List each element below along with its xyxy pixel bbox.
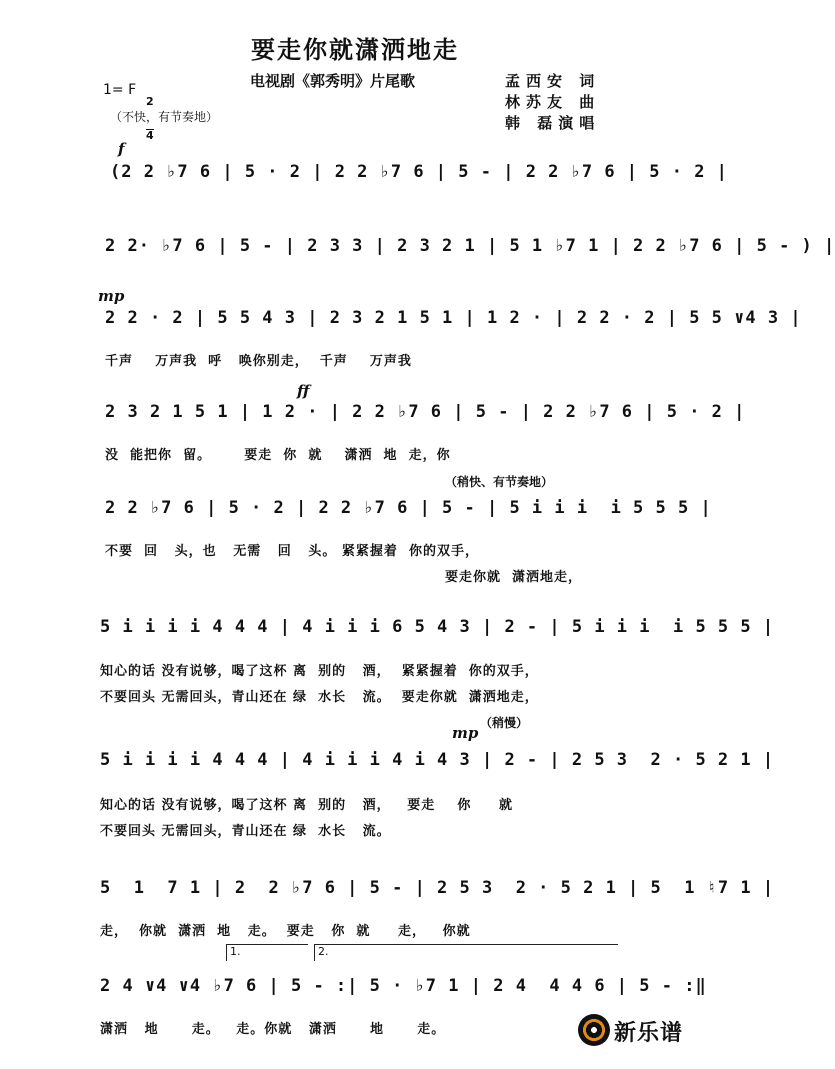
notation-line-4: 2 3 2 1 5 1 | 1 2 · | 2 2 ♭7 6 | 5 - | 2 2 ♭7 6 | 5 · 2 | bbox=[105, 402, 746, 422]
lyric-line-4: 没 能把你 留。 要走 你 就 潇洒 地 走，你 bbox=[105, 448, 451, 463]
dynamic-marking: mp bbox=[452, 724, 479, 742]
notation-line-2: 2 2· ♭7 6 | 5 - | 2 3 3 | 2 3 2 1 | 5 1 ♭7 1 | 2 2 ♭7 6 | 5 - ) | bbox=[105, 236, 835, 256]
lyric-line-5b: 要走你就 潇洒地走， bbox=[445, 570, 583, 585]
lyric-line-3: 千声 万声我 呼 唤你别走， 千声 万声我 bbox=[105, 354, 412, 369]
site-logo-text: 新乐谱 bbox=[614, 1021, 684, 1046]
lyric-line-7a: 知心的话 没有说够，喝了这杯 离 别的 酒， 要走 你 就 bbox=[100, 798, 513, 813]
first-ending-bracket: 1. bbox=[226, 944, 308, 961]
singer-credit: 韩 磊演唱 bbox=[505, 114, 601, 132]
key-signature: 1= F bbox=[103, 82, 137, 98]
site-logo bbox=[578, 1012, 698, 1050]
lyric-line-6b: 不要回头 无需回头，青山还在 绿 水长 流。 要走你就 潇洒地走， bbox=[100, 690, 539, 705]
song-title: 要走你就潇洒地走 bbox=[251, 36, 459, 64]
lyric-line-5a: 不要 回 头，也 无需 回 头。 紧紧握着 你的双手， bbox=[105, 544, 479, 559]
tempo-marking: （不快，有节奏地） bbox=[110, 110, 219, 124]
notation-line-5: 2 2 ♭7 6 | 5 · 2 | 2 2 ♭7 6 | 5 - | 5 i i i i 5 5 5 | bbox=[105, 498, 712, 518]
dynamic-marking: ff bbox=[297, 382, 310, 400]
tempo-change-note: （稍慢） bbox=[480, 716, 529, 730]
composer-credit: 林苏友 曲 bbox=[505, 93, 601, 111]
second-ending-bracket: 2. bbox=[314, 944, 618, 961]
lyric-line-9: 潇洒 地 走。 走。你就 潇洒 地 走。 bbox=[100, 1022, 446, 1037]
time-signature-bottom: 4 bbox=[146, 129, 154, 142]
tempo-change-note: （稍快、有节奏地） bbox=[445, 475, 554, 489]
time-signature-top: 2 bbox=[146, 95, 154, 108]
notation-line-7: 5 i i i i 4 4 4 | 4 i i i 4 i 4 3 | 2 - | 2 5 3 2 · 5 2 1 | bbox=[100, 750, 775, 770]
notation-line-1: (2 2 ♭7 6 | 5 · 2 | 2 2 ♭7 6 | 5 - | 2 2 ♭7 6 | 5 · 2 | bbox=[110, 162, 728, 182]
vinyl-record-icon bbox=[578, 1014, 610, 1046]
dynamic-marking: f bbox=[118, 140, 125, 158]
lyricist-credit: 孟西安 词 bbox=[505, 72, 601, 90]
song-subtitle: 电视剧《郭秀明》片尾歌 bbox=[250, 72, 416, 90]
notation-line-8: 5 1 7 1 | 2 2 ♭7 6 | 5 - | 2 5 3 2 · 5 2 1 | 5 1 ♮7 1 | bbox=[100, 878, 775, 898]
dynamic-marking: mp bbox=[98, 287, 125, 305]
lyric-line-7b: 不要回头 无需回头，青山还在 绿 水长 流。 bbox=[100, 824, 391, 839]
notation-line-3: 2 2 · 2 | 5 5 4 3 | 2 3 2 1 5 1 | 1 2 · | 2 2 · 2 | 5 5 ∨4 3 | bbox=[105, 308, 802, 328]
lyric-line-8: 走， 你就 潇洒 地 走。 要走 你 就 走， 你就 bbox=[100, 924, 471, 939]
notation-line-9: 2 4 ∨4 ∨4 ♭7 6 | 5 - :| 5 · ♭7 1 | 2 4 4 4 6 | 5 - :‖ bbox=[100, 976, 707, 996]
notation-line-6: 5 i i i i 4 4 4 | 4 i i i 6 5 4 3 | 2 - | 5 i i i i 5 5 5 | bbox=[100, 617, 775, 637]
lyric-line-6a: 知心的话 没有说够，喝了这杯 离 别的 酒， 紧紧握着 你的双手， bbox=[100, 664, 539, 679]
